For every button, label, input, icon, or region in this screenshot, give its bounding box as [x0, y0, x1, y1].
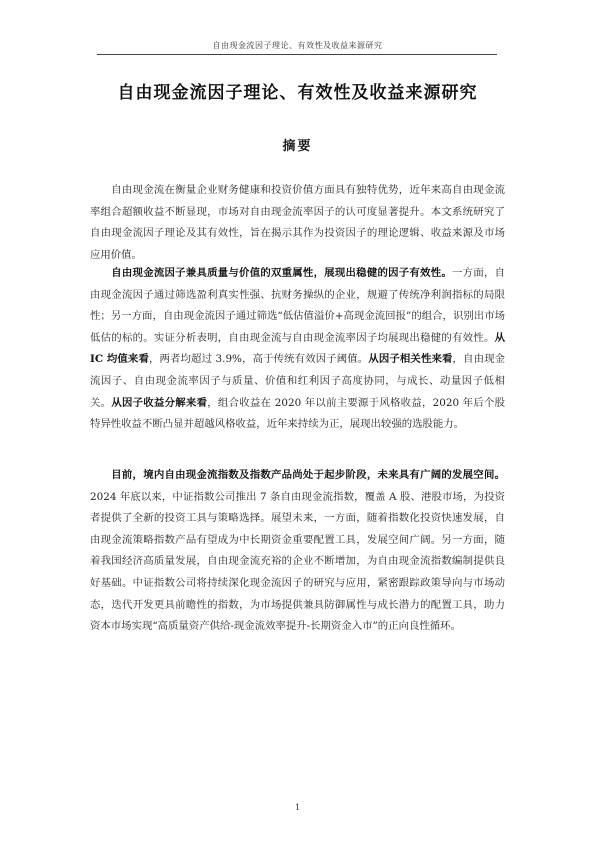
paragraph-2-correlation-emphasis: 从因子相关性来看	[368, 353, 453, 366]
paragraph-3-key-finding: 目前，境内自由现金流指数及指数产品尚处于起步阶段，未来具有广阔的发展空间。	[111, 469, 505, 481]
paragraph-2-text-2: ，两者均超过 3.9%，高于传统有效因子阈值。	[148, 353, 369, 366]
paragraph-1-text: 自由现金流在衡量企业财务健康和投资价值方面具有独特优势，近年来高自由现金流率组合超额收益不断显现，市场对自由现金流率因子的认可度显著提升。本文系统研究了自由现金流因子理论及其有效性，旨在揭示其作为投资因子的理论逻辑、收益来源及市场应用价值。	[90, 184, 505, 261]
abstract-paragraph-2	[90, 263, 505, 436]
paragraph-2-text-4: ，组合收益在 2020 年以前主要源于风格收益，2020 年后个股特异性收益不断凸显并超越风格收益，近年来持续为正，展现出较强的选股能力。	[90, 396, 506, 431]
paragraph-2-key-finding: 自由现金流因子兼具质量与价值的双重属性，展现出稳健的因子有效性。	[111, 267, 453, 279]
paragraph-2-text-3: ，自由现金流因子、自由现金流率因子与质量、价值和红利因子高度协同，与成长、动量因子低相关。	[90, 353, 506, 409]
header-divider	[97, 54, 497, 55]
running-header: 自由现金流因子理论、有效性及收益来源研究	[212, 41, 383, 50]
page-number: 1	[294, 803, 301, 812]
abstract-paragraph-1	[90, 180, 505, 266]
document-title: 自由现金流因子理论、有效性及收益来源研究	[117, 83, 478, 103]
paragraph-2-decomposition-emphasis: 从因子收益分解来看	[111, 396, 208, 409]
abstract-heading: 摘要	[282, 139, 313, 154]
abstract-paragraph-3	[90, 465, 505, 638]
paragraph-3-text: 2024 年底以来，中证指数公司推出 7 条自由现金流指数，覆盖 A 股、港股市场，为投资者提供了全新的投资工具与策略选择。展望未来，一方面，随着指数化投资快速发展，自由现金流策略指数产品有望成为中长期资金重要配置工具，发展空间广阔。另一方面，随着我国经济高质量发展，自由现金流充裕的企业不断增加，为自由现金流指数编制提供良好基础。中证指数公司将持续深化现金流因子的研究与应用，紧密跟踪政策导向与市场动态，迭代开发更具前瞻性的指数，为市场提供兼具防御属性与成长潜力的配置工具，助力资本市场实现“高质量资产供给-现金流效率提升-长期资金入市”的正向良性循环。	[90, 490, 505, 633]
paragraph-2-text-1: 一方面，自由现金流因子通过筛选盈利真实性强、抗财务操纵的企业，规避了传统净利润指标的局限性；另一方面，自由现金流因子通过筛选“低估值溢价+高现金流回报”的组合，识别出市场低估的标的。实证分析表明，自由现金流与自由现金流率因子均展现出稳健的有效性。	[90, 267, 506, 344]
paragraph-2-ic-emphasis: 从 IC 均值来看	[90, 331, 505, 366]
